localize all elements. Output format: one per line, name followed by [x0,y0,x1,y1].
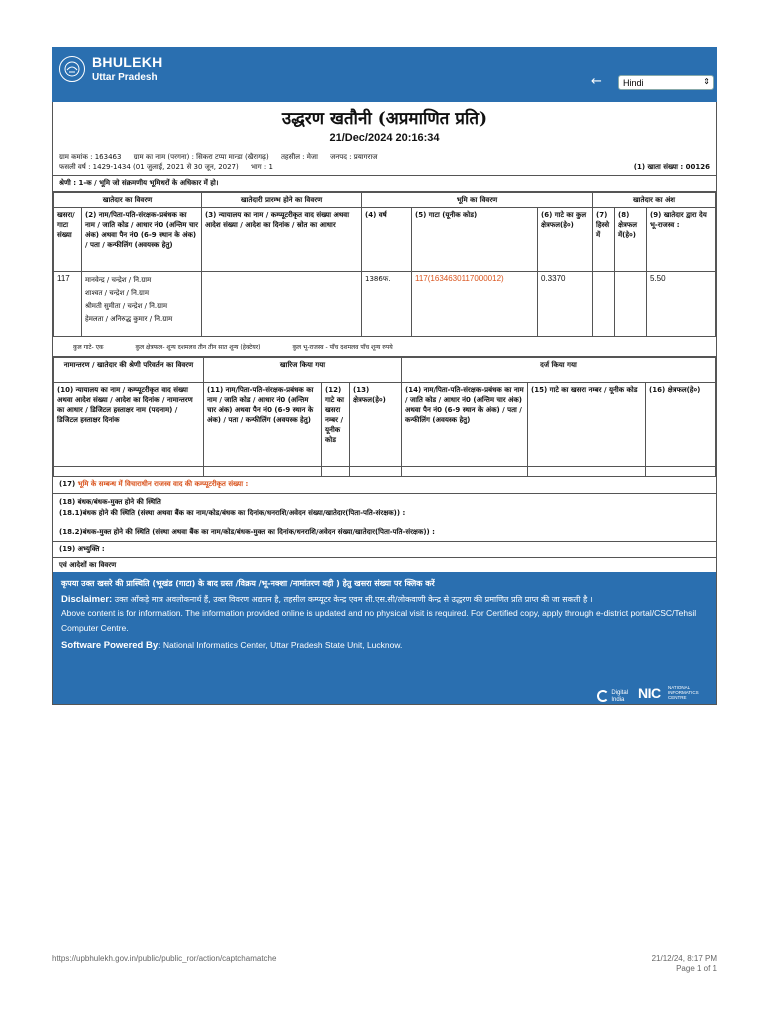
village-code: ग्राम कमांक : 163463 [59,153,122,161]
print-datetime: 21/12/24, 8:17 PM [651,954,717,963]
category-line: श्रेणी : 1-क / भूमि जो संक्रमणीय भूमिधरों के अधिकार में हो। [53,176,716,192]
part: भाग : 1 [250,163,273,171]
group-owner: खातेदार का विवरण [54,193,202,208]
powered-by-label: Software Powered By [61,640,159,651]
nic-caption-3: CENTRE [668,695,687,700]
digital-india-ring-icon [597,690,609,702]
col-order: (3) न्यायालय का नाम / कम्प्यूटरीकृत वाद संख्या अथवा आदेश संख्या / आदेश का दिनांक / स्रोत का आधार [202,208,362,272]
group-removed: खारिज किया गया [204,358,402,383]
total-area-value: 0.3370 [538,272,593,337]
info-footer [53,572,716,704]
group-entered: दर्ज किया गया [402,358,716,383]
tehsil: तहसील : मेजा [280,153,318,161]
col-year: (4) वर्ष [362,208,412,272]
document-datetime: 21/Dec/2024 20:16:34 [329,132,440,144]
print-footer [52,954,717,973]
nic-logo-caption [668,685,699,700]
owners-cell [82,272,202,337]
disclaimer-hindi-line [61,593,708,606]
village-meta [53,152,716,176]
pending-case-line [53,477,716,494]
mutation-table [53,357,716,477]
digital-india-text-1: Digital [611,690,628,696]
district: जनपद : प्रयागराज [330,153,378,161]
totals-summary [53,337,716,357]
group-mutation: नामान्तरण / खातेदार की श्रेणी परिवर्तन का विवरण [54,358,204,383]
powered-by-line [61,638,708,653]
year-value: 1386फ. [362,272,412,337]
col-khasra: खसरा/ गाटा संख्या [54,208,82,272]
bhulekh-page [52,47,717,705]
mortgage-heading: (18) बंधक/बंधक-मुक्त होने की स्थिति [59,498,161,506]
language-value: Hindi [623,78,644,88]
nic-caption-1: NATIONAL [668,685,691,690]
share-area-value [615,272,647,337]
disclaimer-hindi: उक्त आँकड़े मात्र अवलोकनार्थ हैं, उक्त विवरण अद्यतन है, तहसील कम्प्यूटर केन्द्र एवम सी.एस.सी/लोकवाणी केन्द्र से उद्धरण की प्रमाणित प्रति प्राप्त की जा सकती है । [114,595,593,604]
khatauni-document [52,102,717,705]
col-total-area: (6) गाटे का कुल क्षेत्रफल(हे०) [538,208,593,272]
order-value [202,272,362,337]
col-entered-area: (16) क्षेत्रफल(हे०) [646,383,716,467]
print-page: Page 1 of 1 [676,964,717,973]
group-land: भूमि का विवरण [362,193,593,208]
total-area: कुल क्षेत्रफल- शून्य दशमलव तीन तीन सात शून्य (हेक्टेयर) [135,344,261,351]
account-number: (1) खाता संख्या : 00126 [633,163,710,171]
table-row [54,272,716,337]
col-court: (10) न्यायालय का नाम / कम्प्यूटरीकृत वाद संख्या अथवा आदेश संख्या / आदेश का दिनांक / नामान्तरण का आधार / डिजिटल हस्ताक्षर नाम (पदनाम) / डिजिटल हस्ताक्षर दिनांक [54,383,204,467]
col-share-area: (8) क्षेत्रफल में(हे०) [615,208,647,272]
line-17-text: भूमि के सम्बन्ध में विचाराधीन राजस्व वाद की कम्प्यूटरीकृत संख्या : [77,480,249,488]
document-title: उद्धरण खतौनी (अप्रमाणित प्रति) [281,109,488,129]
chevron-updown-icon: ⇕ [703,77,710,86]
site-header [52,47,717,102]
nic-logo-text: NIC [638,685,661,701]
khasra-value: 117 [54,272,82,337]
disclaimer-english: Above content is for information. The information provided online is updated and no physical visit is required. For Certified copy, apply through e-district portal/CSC/Tehsil Computer Centre. [61,608,697,633]
orders-link[interactable]: एवं आदेशों का विवरण [59,561,117,569]
col-share: (7) हिस्से में [593,208,615,272]
nic-logo [638,684,716,704]
total-revenue: कुल भू-राजस्व - पाँच दशमलव पाँच शून्य रुपये [292,344,393,351]
line-17-number: (17) [59,480,76,488]
owner-name: हेमलता / अनिरुद्ध कुमार / नि.ग्राम [85,315,173,323]
col-removed-khasra: (12) गाटे का खसरा नम्बर / यूनीक कोड [322,383,350,467]
print-url: https://upbhulekh.gov.in/public/public_ror/action/captchamatche [52,954,277,963]
unique-code-link[interactable]: 117(1634630117000012) [412,272,538,337]
share-value [593,272,615,337]
brand-state: Uttar Pradesh [92,71,158,83]
remarks-line: (19) अभ्युक्ति : [53,542,716,558]
print-meta [652,954,717,974]
fasli-year: फसली वर्ष : 1429-1434 (01 जुलाई, 2021 से 30 जून, 2027) [59,163,239,171]
group-start: खातेदारी प्रारम्भ होने का विवरण [202,193,362,208]
powered-by-text: : National Informatics Center, Uttar Pradesh State Unit, Lucknow. [158,640,403,650]
group-share: खातेदार का अंश [593,193,716,208]
brand-title: BHULEKH [92,54,163,70]
village-name: ग्राम का नाम (परगना) : सिकरा टप्पा मान्डा (खैरागढ़) [133,153,269,161]
holding-table [53,192,716,337]
col-owner: (2) नाम/पिता-पति-संरक्षक-प्रबंधक का नाम / जाति कोड / आधार नं0 (अन्तिम चार अंक) अथवा पैन नं0 (6-9 स्थान के अंक) / पता / कन्फीलिंग (अवयस्क हेतु) [82,208,202,272]
total-gata: कुल गाटे- एक [73,344,104,351]
status-notice: कृपया उक्त खसरे की प्रास्थिति (भूखंड (गाटा) के बाद ग्रस्त /विक्रय /भू-नक्शा /नामांतरण वही ) हेतु खसरा संख्या पर क्लिक करें [61,579,435,588]
revenue-value: 5.50 [647,272,716,337]
digital-india-logo [611,690,628,704]
col-entered-name: (14) नाम/पिता-पति-संरक्षक-प्रबंधक का नाम / जाति कोड / आधार नं0 (अन्तिम चार अंक) अथवा पैन नं0 (6-9 स्थान के अंक) / पता / कन्फीलिंग (अवयस्क हेतु) [402,383,528,467]
col-removed-name: (11) नाम/पिता-पति-संरक्षक-प्रबंधक का नाम / जाति कोड / आधार नं0 (अन्तिम चार अंक) अथवा पैन नं0 (6-9 स्थान के अंक) / पता / कन्फीलिंग (अवयस्क हेतु) [204,383,322,467]
col-unique-code: (5) गाटा (यूनीक कोड) [412,208,538,272]
up-emblem-icon [59,56,85,82]
col-entered-khasra: (15) गाटे का खसरा नम्बर / यूनीक कोड [528,383,646,467]
mortgage-line-18-2: (18.2)बंधक-मुक्त होने की स्थिति (संस्था अथवा बैंक का नाम/कोड/बंधक-मुक्त का दिनांक/धनराशि/अवेदन संख्या/खातेदार(पिता-पति-संरक्षक)) : [59,528,435,536]
owner-name: श्रीमती सुमीता / चन्द्रेश / नि.ग्राम [85,302,168,310]
disclaimer-label: Disclaimer: [61,594,113,605]
digital-india-text-2: India [611,697,625,703]
col-removed-area: (13) क्षेत्रफल(हे०) [350,383,402,467]
mortgage-section [53,494,716,542]
col-revenue: (9) खातेदार द्वारा देय भू-राजस्व : [647,208,716,272]
brand [92,55,163,83]
table-row [54,467,716,477]
owner-name: मानवेन्द्र / चन्द्रेश / नि.ग्राम [85,276,152,284]
back-arrow-icon[interactable]: ← [591,74,602,89]
nic-caption-2: INFORMATICS [668,690,699,695]
language-select[interactable] [618,75,714,90]
mortgage-line-18-1: (18.1)बंधक होने की स्थिति (संस्था अथवा बैंक का नाम/कोड/बंधक का दिनांक/धनराशि/अवेदन संख्या/खातेदार(पिता-पति-संरक्षक)) : [59,509,406,517]
owner-name: शाश्वत / चन्द्रेश / नि.ग्राम [85,289,150,297]
